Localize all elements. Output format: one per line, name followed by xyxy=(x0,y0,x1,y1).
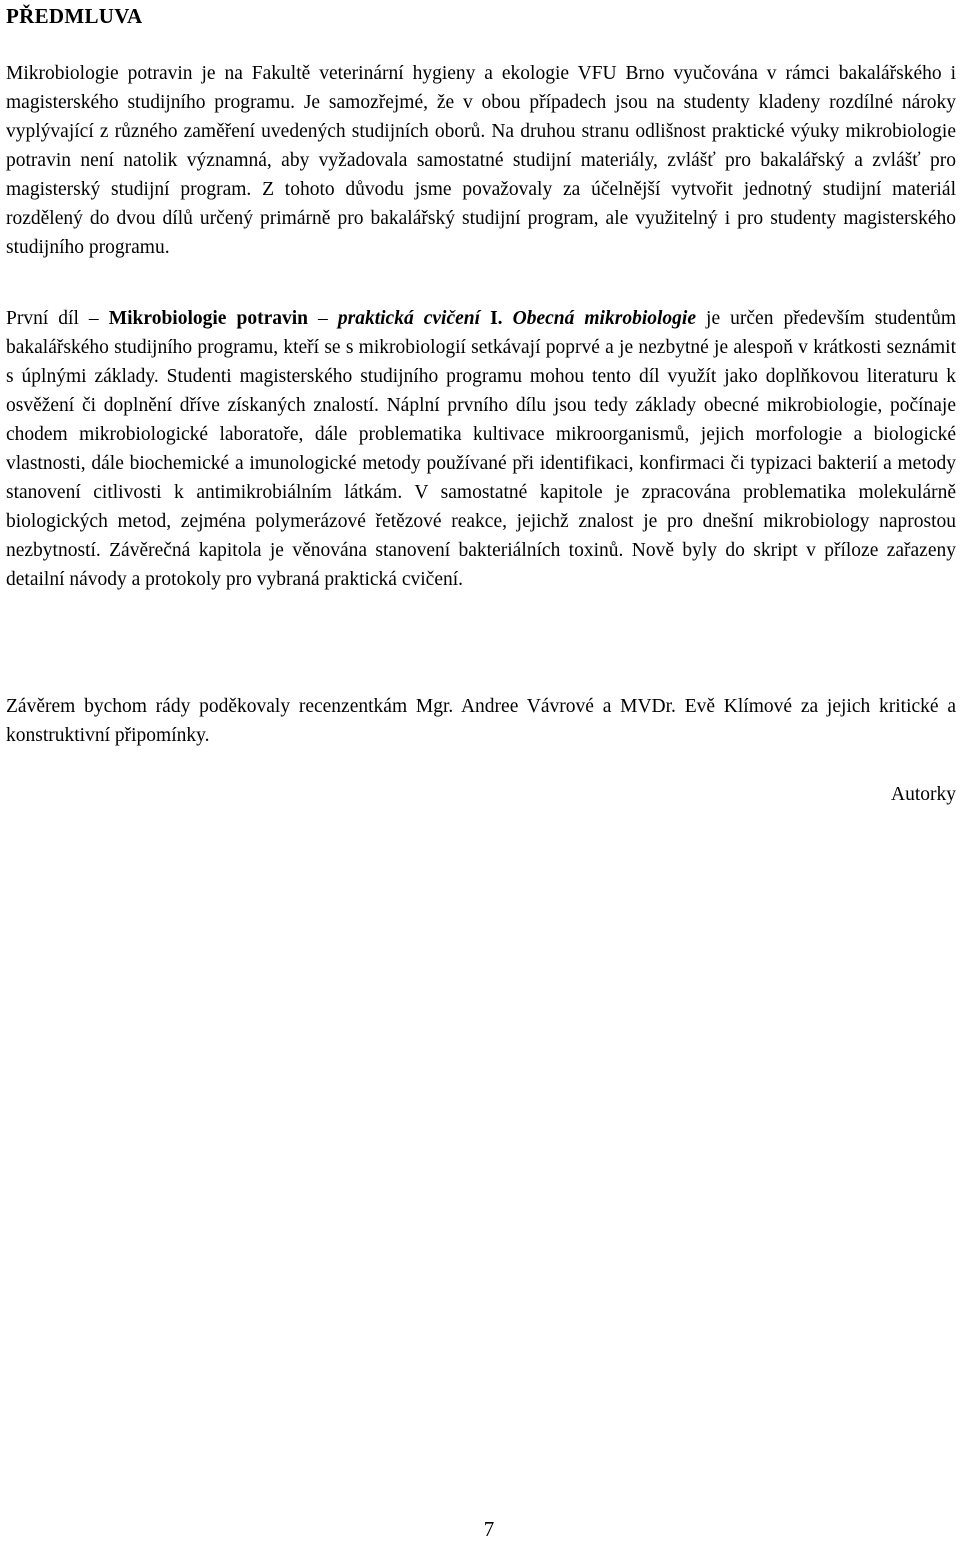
signature: Autorky xyxy=(891,784,956,805)
paragraph-first-volume xyxy=(6,304,956,594)
book-subtitle: praktická cvičení xyxy=(337,308,481,329)
title-gap xyxy=(503,308,513,329)
book-title: Mikrobiologie potravin xyxy=(108,308,309,329)
paragraph-acknowledgement: Závěrem bychom rády poděkovaly recenzentkám Mgr. Andree Vávrové a MVDr. Evě Klímové za jejich kritické a konstruktivní připomínky. xyxy=(6,696,956,746)
page-number: 7 xyxy=(483,1517,495,1541)
page-title: PŘEDMLUVA xyxy=(6,4,143,28)
volume-number: I. xyxy=(480,308,503,329)
document-page xyxy=(6,0,956,1541)
paragraph-intro: Mikrobiologie potravin je na Fakultě veterinární hygieny a ekologie VFU Brno vyučována v rámci bakalářského i magisterského studijního programu. Je samozřejmé, že v obou případech jsou na studenty kladeny rozdílné nároky vyplývající z různého zaměření uvedených studijních oborů. Na druhou stranu odlišnost praktické výuky mikrobiologie potravin není natolik významná, aby vyžadovala samostatné studijní materiály, zvlášť pro bakalářský a zvlášť pro magisterský studijní program. Z tohoto důvodu jsme považovaly za účelnější vytvořit jednotný studijní materiál rozdělený do dvou dílů určený primárně pro bakalářský studijní program, ale využitelný i pro studenty magisterského studijního programu. xyxy=(6,63,956,258)
paragraph-body: je určen především studentům bakalářského studijního programu, kteří se s mikrobiologií setkávají poprvé a je nezbytné je alespoň v krátkosti seznámit s úplnými základy. Studenti magisterského studijního programu mohou tento díl využít jako doplňkovou literaturu k osvěžení či doplnění dříve získaných znalostí. Náplní prvního dílu jsou tedy základy obecné mikrobiologie, počínaje chodem mikrobiologické laboratoře, dále problematika kultivace mikroorganismů, jejich morfologie a biologické vlastnosti, dále biochemické a imunologické metody používané při identifikaci, konfirmaci či typizaci bakterií a metody stanovení citlivosti k antimikrobiálním látkám. V samostatné kapitole je zpracována problematika molekulárně biologických metod, zejména polymerázové řetězové reakce, jejichž znalost je pro dnešní mikrobiology naprostou nezbytností. Závěrečná kapitola je věnována stanovení bakteriálních toxinů. Nově byly do skript v příloze zařazeny detailní návody a protokoly pro vybraná praktická cvičení. xyxy=(6,308,957,590)
paragraph-lead: První díl – xyxy=(6,308,109,329)
title-dash: – xyxy=(308,308,338,329)
volume-subject: Obecná mikrobiologie xyxy=(512,308,696,329)
